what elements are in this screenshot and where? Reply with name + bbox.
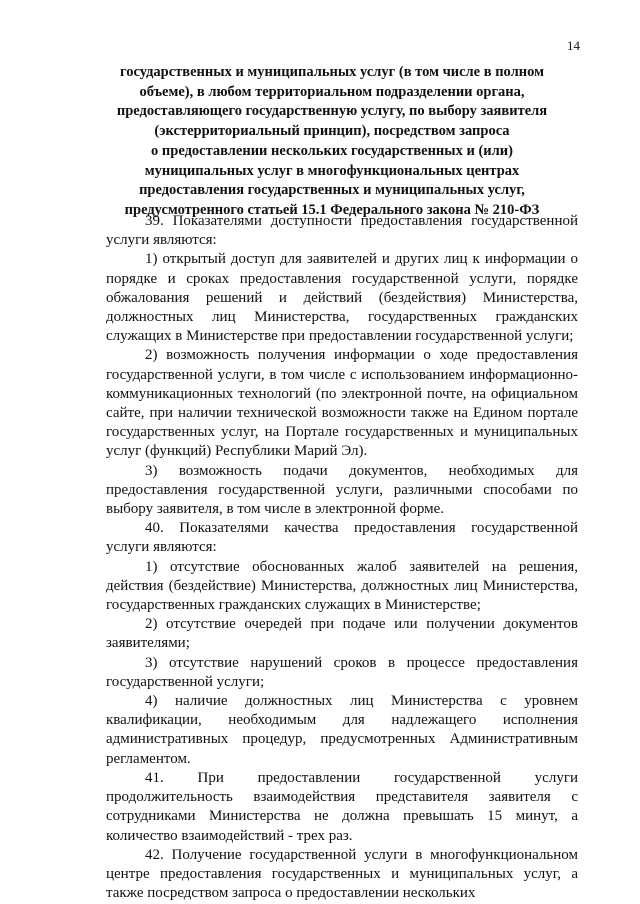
paragraph-40-item-3: 3) отсутствие нарушений сроков в процессе предоставления государственной услуги; bbox=[106, 654, 578, 690]
paragraph-39-item-2: 2) возможность получения информации о ходе предоставления государственной услуги, в том числе с использованием информационно-коммуникационных технологий (по электронной почте, на официальном сайте, при наличии технической возможности также на Едином портале государственных услуг, на Портале государственных и муниципальных услуг (функций) Республики Марий Эл). bbox=[106, 347, 578, 460]
section-heading bbox=[108, 63, 556, 221]
heading-line: о предоставлении нескольких государственных и (или) bbox=[151, 142, 513, 159]
heading-line: (экстерриториальный принцип), посредством запроса bbox=[154, 123, 510, 140]
heading-line: государственных и муниципальных услуг (в том числе в полном bbox=[120, 64, 544, 80]
paragraph-42: 42. Получение государственной услуги в многофункциональном центре предоставления государственных и муниципальных услуг, а также посредством запроса о предоставлении нескольких bbox=[106, 846, 578, 902]
paragraph-40-item-4: 4) наличие должностных лиц Министерства с уровнем квалификации, необходимым для надлежащего исполнения административных процедур, предусмотренных Административным регламентом. bbox=[106, 693, 578, 767]
paragraph-39-item-3: 3) возможность подачи документов, необходимых для предоставления государственной услуги, различными способами по выбору заявителя, в том числе в электронной форме. bbox=[106, 462, 578, 518]
paragraph-39-item-1: 1) открытый доступ для заявителей и других лиц к информации о порядке и сроках предоставления государственной услуги, порядке обжалования решений и действий (бездействия) Министерства, должностных лиц Министерства, государственных гражданских служащих в Министерстве при предоставлении государственной услуги; bbox=[106, 251, 578, 345]
heading-line: предоставления государственных и муниципальных услуг, bbox=[139, 182, 525, 199]
body-text bbox=[106, 212, 578, 903]
paragraph-39: 39. Показателями доступности предоставления государственной услуги являются: bbox=[106, 213, 578, 249]
paragraph-40: 40. Показателями качества предоставления государственной услуги являются: bbox=[106, 520, 578, 556]
paragraph-40-item-1: 1) отсутствие обоснованных жалоб заявителей на решения, действия (бездействие) Министерства, должностных лиц Министерства, государственных гражданских служащих в Министерстве; bbox=[106, 558, 578, 614]
heading-line: предоставляющего государственную услугу, по выбору заявителя bbox=[116, 103, 548, 120]
page-number: 14 bbox=[567, 38, 580, 53]
paragraph-40-item-2: 2) отсутствие очередей при подаче или получении документов заявителями; bbox=[106, 616, 578, 652]
heading-line: муниципальных услуг в многофункциональных центрах bbox=[144, 162, 520, 179]
heading-line: предусмотренного статьей 15.1 Федерального закона № 210-ФЗ bbox=[124, 201, 540, 218]
paragraph-41: 41. При предоставлении государственной услуги продолжительность взаимодействия представителя заявителя с сотрудниками Министерства не должна превышать 15 минут, а количество взаимодействий - трех раз. bbox=[106, 769, 578, 844]
heading-line: объеме), в любом территориальном подразделении органа, bbox=[139, 83, 525, 100]
